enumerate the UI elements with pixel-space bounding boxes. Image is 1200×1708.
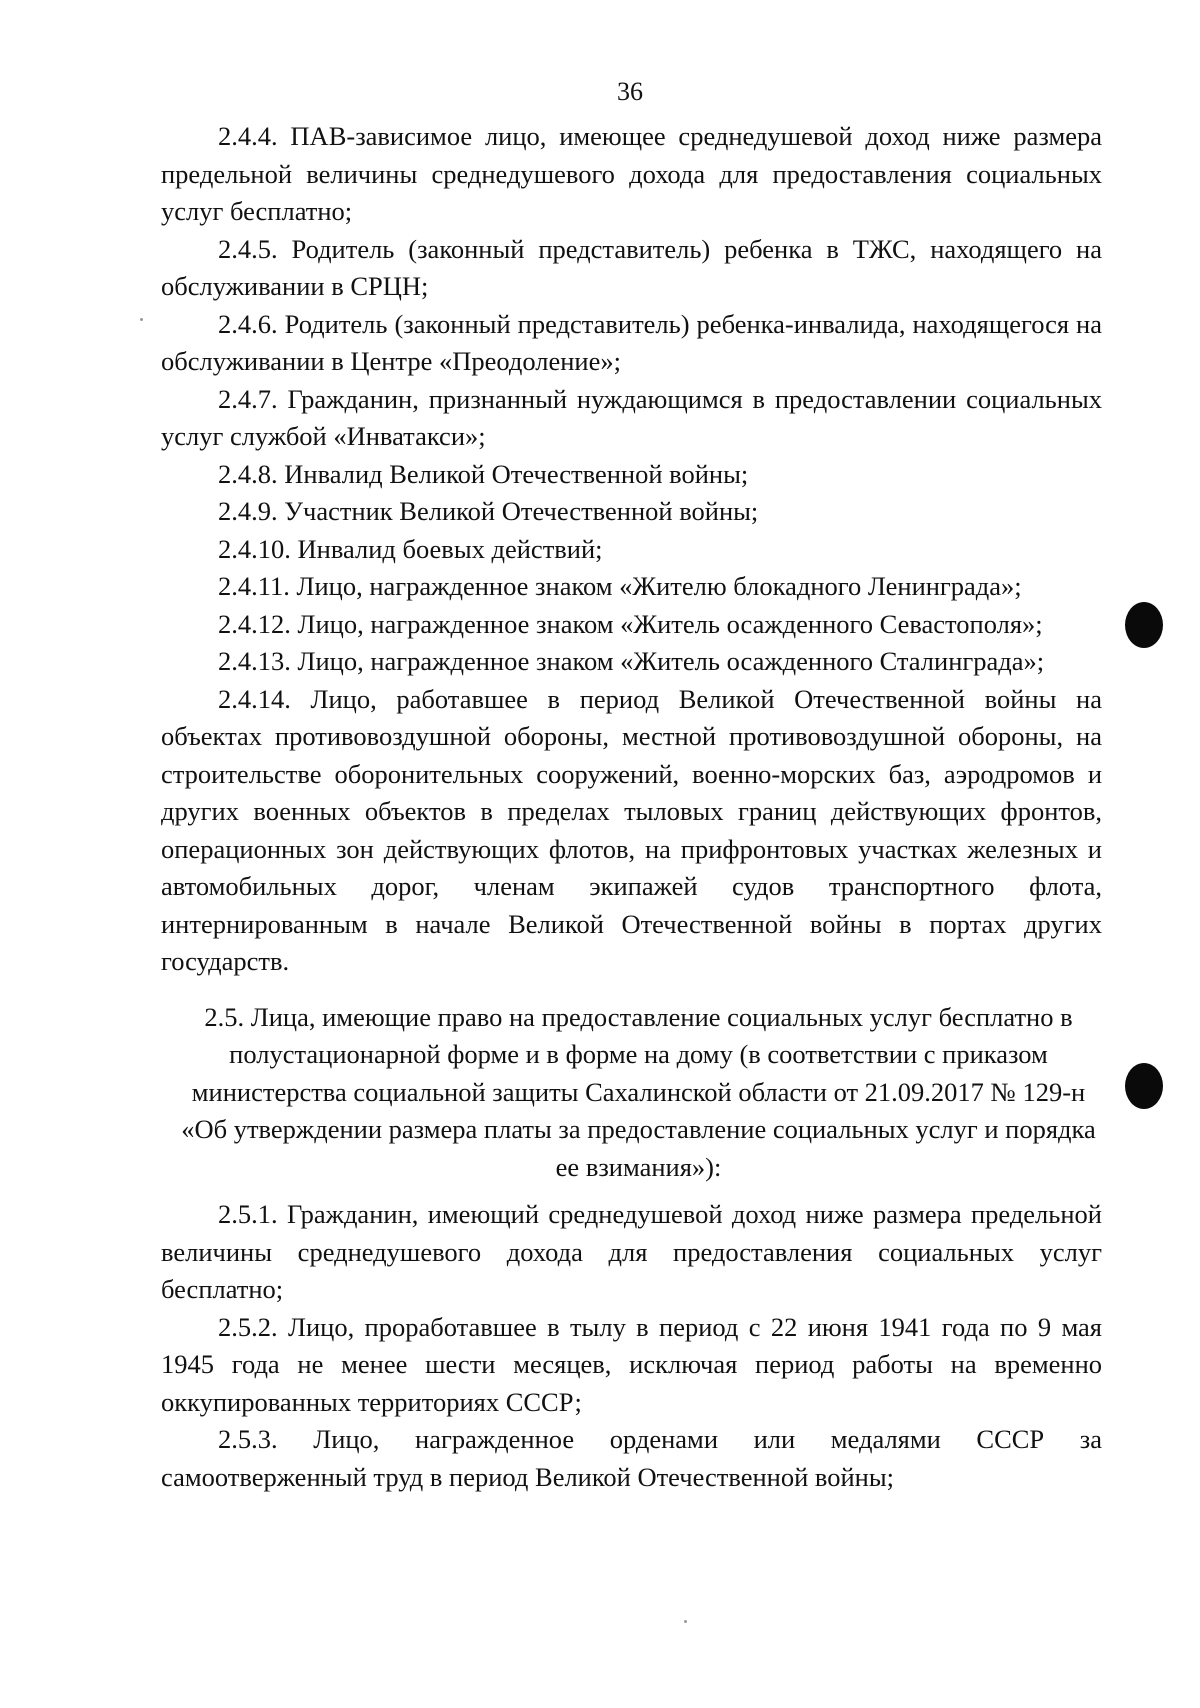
paragraph-2-5-1: 2.5.1. Гражданин, имеющий среднедушевой доход ниже размера предельной величины среднедушевого дохода для предоставления социальных услуг бесплатно;: [161, 1199, 1102, 1304]
punch-hole-mark: [1125, 602, 1163, 648]
paragraph-2-4-9: 2.4.9. Участник Великой Отечественной войны;: [218, 496, 759, 526]
scan-speck: [684, 1620, 687, 1623]
page-number: 36: [617, 77, 643, 106]
section-heading-2-5: 2.5. Лица, имеющие право на предоставление социальных услуг бесплатно в полустационарной форме и в форме на дому (в соответствии с приказом министерства социальной защиты Сахалинской области от 21.09.2017 № 129-н «Об утверждении размера платы за предоставление социальных услуг и порядка ее взимания»):: [181, 1001, 1096, 1182]
paragraph-2-4-11: 2.4.11. Лицо, награжденное знаком «Жителю блокадного Ленинграда»;: [218, 571, 1022, 601]
paragraph-2-4-4: 2.4.4. ПАВ-зависимое лицо, имеющее среднедушевой доход ниже размера предельной величины среднедушевого дохода для предоставления социальных услуг бесплатно;: [161, 121, 1102, 226]
paragraph-2-5-3: 2.5.3. Лицо, награжденное орденами или медалями СССР за самоотверженный труд в период Великой Отечественной войны;: [161, 1424, 1102, 1492]
paragraph-2-4-5: 2.4.5. Родитель (законный представитель) ребенка в ТЖС, находящего на обслуживании в СРЦН;: [161, 233, 1102, 301]
paragraph-2-4-13: 2.4.13. Лицо, награжденное знаком «Житель осажденного Сталинграда»;: [218, 646, 1045, 676]
paragraph-2-4-8: 2.4.8. Инвалид Великой Отечественной войны;: [218, 458, 749, 489]
paragraph-2-4-10: 2.4.10. Инвалид боевых действий;: [218, 533, 603, 564]
paragraph-2-4-7: 2.4.7. Гражданин, признанный нуждающимся в предоставлении социальных услуг службой «Инватакси»;: [161, 383, 1102, 451]
paragraph-2-4-6: 2.4.6. Родитель (законный представитель) ребенка-инвалида, находящегося на обслуживании в Центре «Преодоление»;: [161, 308, 1102, 376]
punch-hole-mark: [1125, 1063, 1163, 1109]
paragraph-2-5-2: 2.5.2. Лицо, проработавшее в тылу в период с 22 июня 1941 года по 9 мая 1945 года не менее шести месяцев, исключая период работы на временно оккупированных территориях СССР;: [161, 1311, 1102, 1417]
document-body: [161, 118, 1102, 1496]
paragraph-2-4-12: 2.4.12. Лицо, награжденное знаком «Житель осажденного Севастополя»;: [218, 608, 1043, 639]
scan-speck: [140, 318, 143, 321]
paragraph-2-4-14: 2.4.14. Лицо, работавшее в период Великой Отечественной войны на объектах противовоздушной обороны, местной противовоздушной обороны, на строительстве оборонительных сооружений, военно-морских баз, аэродромов и других военных объектов в пределах тыловых границ действующих фронтов, операционных зон действующих флотов, на прифронтовых участках железных и автомобильных дорог, членам экипажей судов транспортного флота, интернированным в начале Великой Отечественной войны в портах других государств.: [161, 683, 1102, 976]
